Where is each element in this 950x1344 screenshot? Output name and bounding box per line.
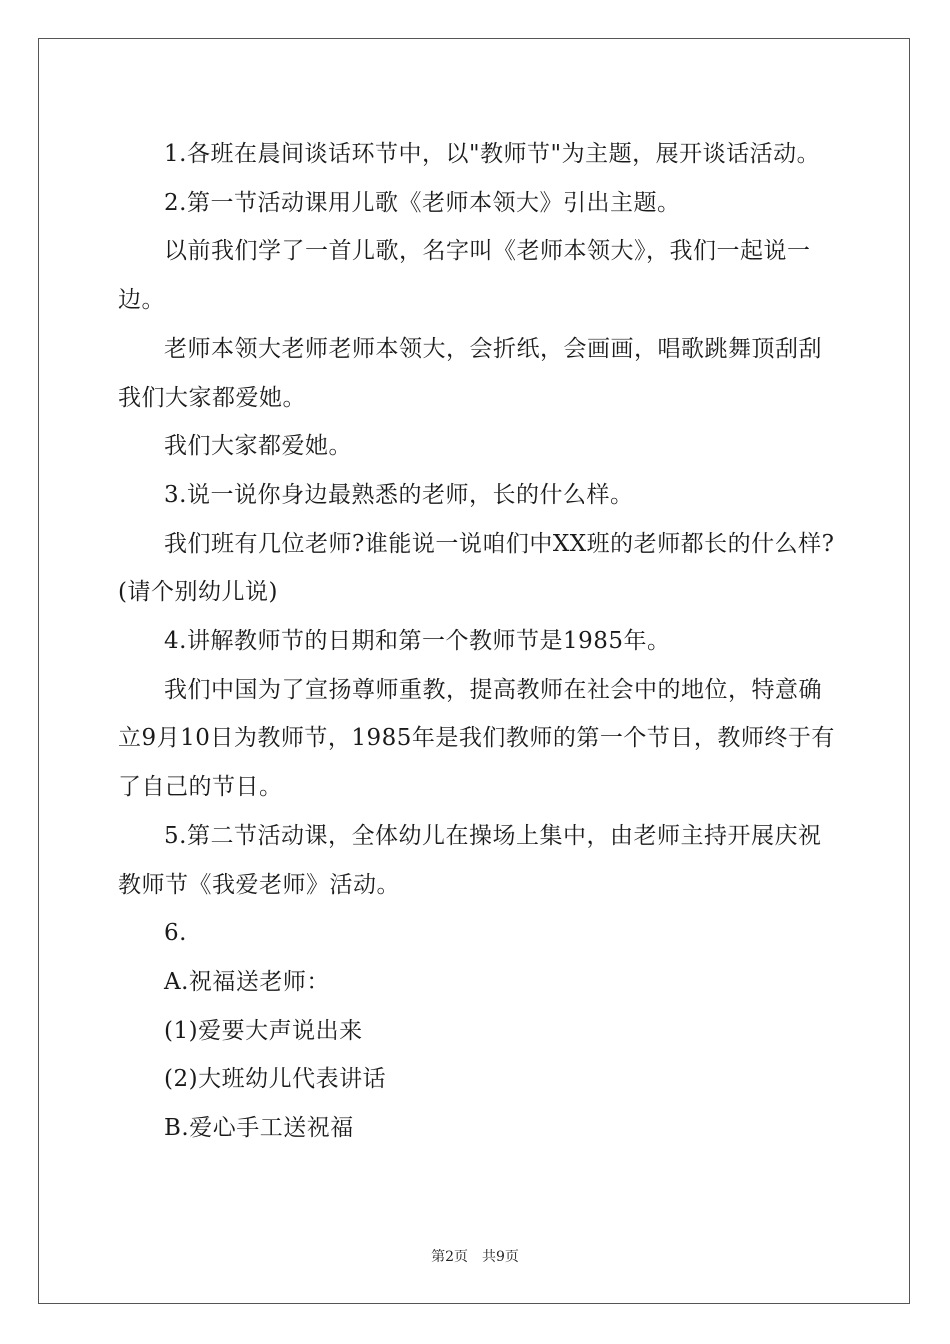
paragraph: B.爱心手工送祝福 [164,1115,354,1142]
page-number-footer: 第2页 共9页 [431,1249,519,1265]
paragraph: 2.第一节活动课用儿歌《老师本领大》引出主题。 [164,189,681,216]
paragraph: 老师本领大老师老师本领大，会折纸，会画画，唱歌跳舞顶刮刮我们大家都爱她。 [118,335,822,411]
paragraph: 4.讲解教师节的日期和第一个教师节是1985年。 [164,628,671,655]
paragraph: 1.各班在晨间谈话环节中，以"教师节"为主题，展开谈话活动。 [164,141,821,167]
document-body [118,130,838,1153]
paragraph: 我们中国为了宣扬尊师重教，提高教师在社会中的地位，特意确立9月10日为教师节，1985年是我们教师的第一个节日，教师终于有了自己的节日。 [118,676,835,801]
paragraph: 以前我们学了一首儿歌，名字叫《老师本领大》，我们一起说一边。 [118,238,811,314]
paragraph: 5.第二节活动课，全体幼儿在操场上集中，由老师主持开展庆祝教师节《我爱老师》活动。 [118,822,822,898]
paragraph: A.祝福送老师： [164,968,330,995]
paragraph: 3.说一说你身边最熟悉的老师，长的什么样。 [164,481,634,508]
paragraph: (1)爱要大声说出来 [164,1017,363,1044]
paragraph: 我们大家都爱她。 [164,433,352,460]
paragraph: 我们班有几位老师?谁能说一说咱们中XX班的老师都长的什么样?(请个别幼儿说) [118,530,835,606]
paragraph: 6. [164,920,187,947]
paragraph: (2)大班幼儿代表讲话 [164,1066,387,1093]
